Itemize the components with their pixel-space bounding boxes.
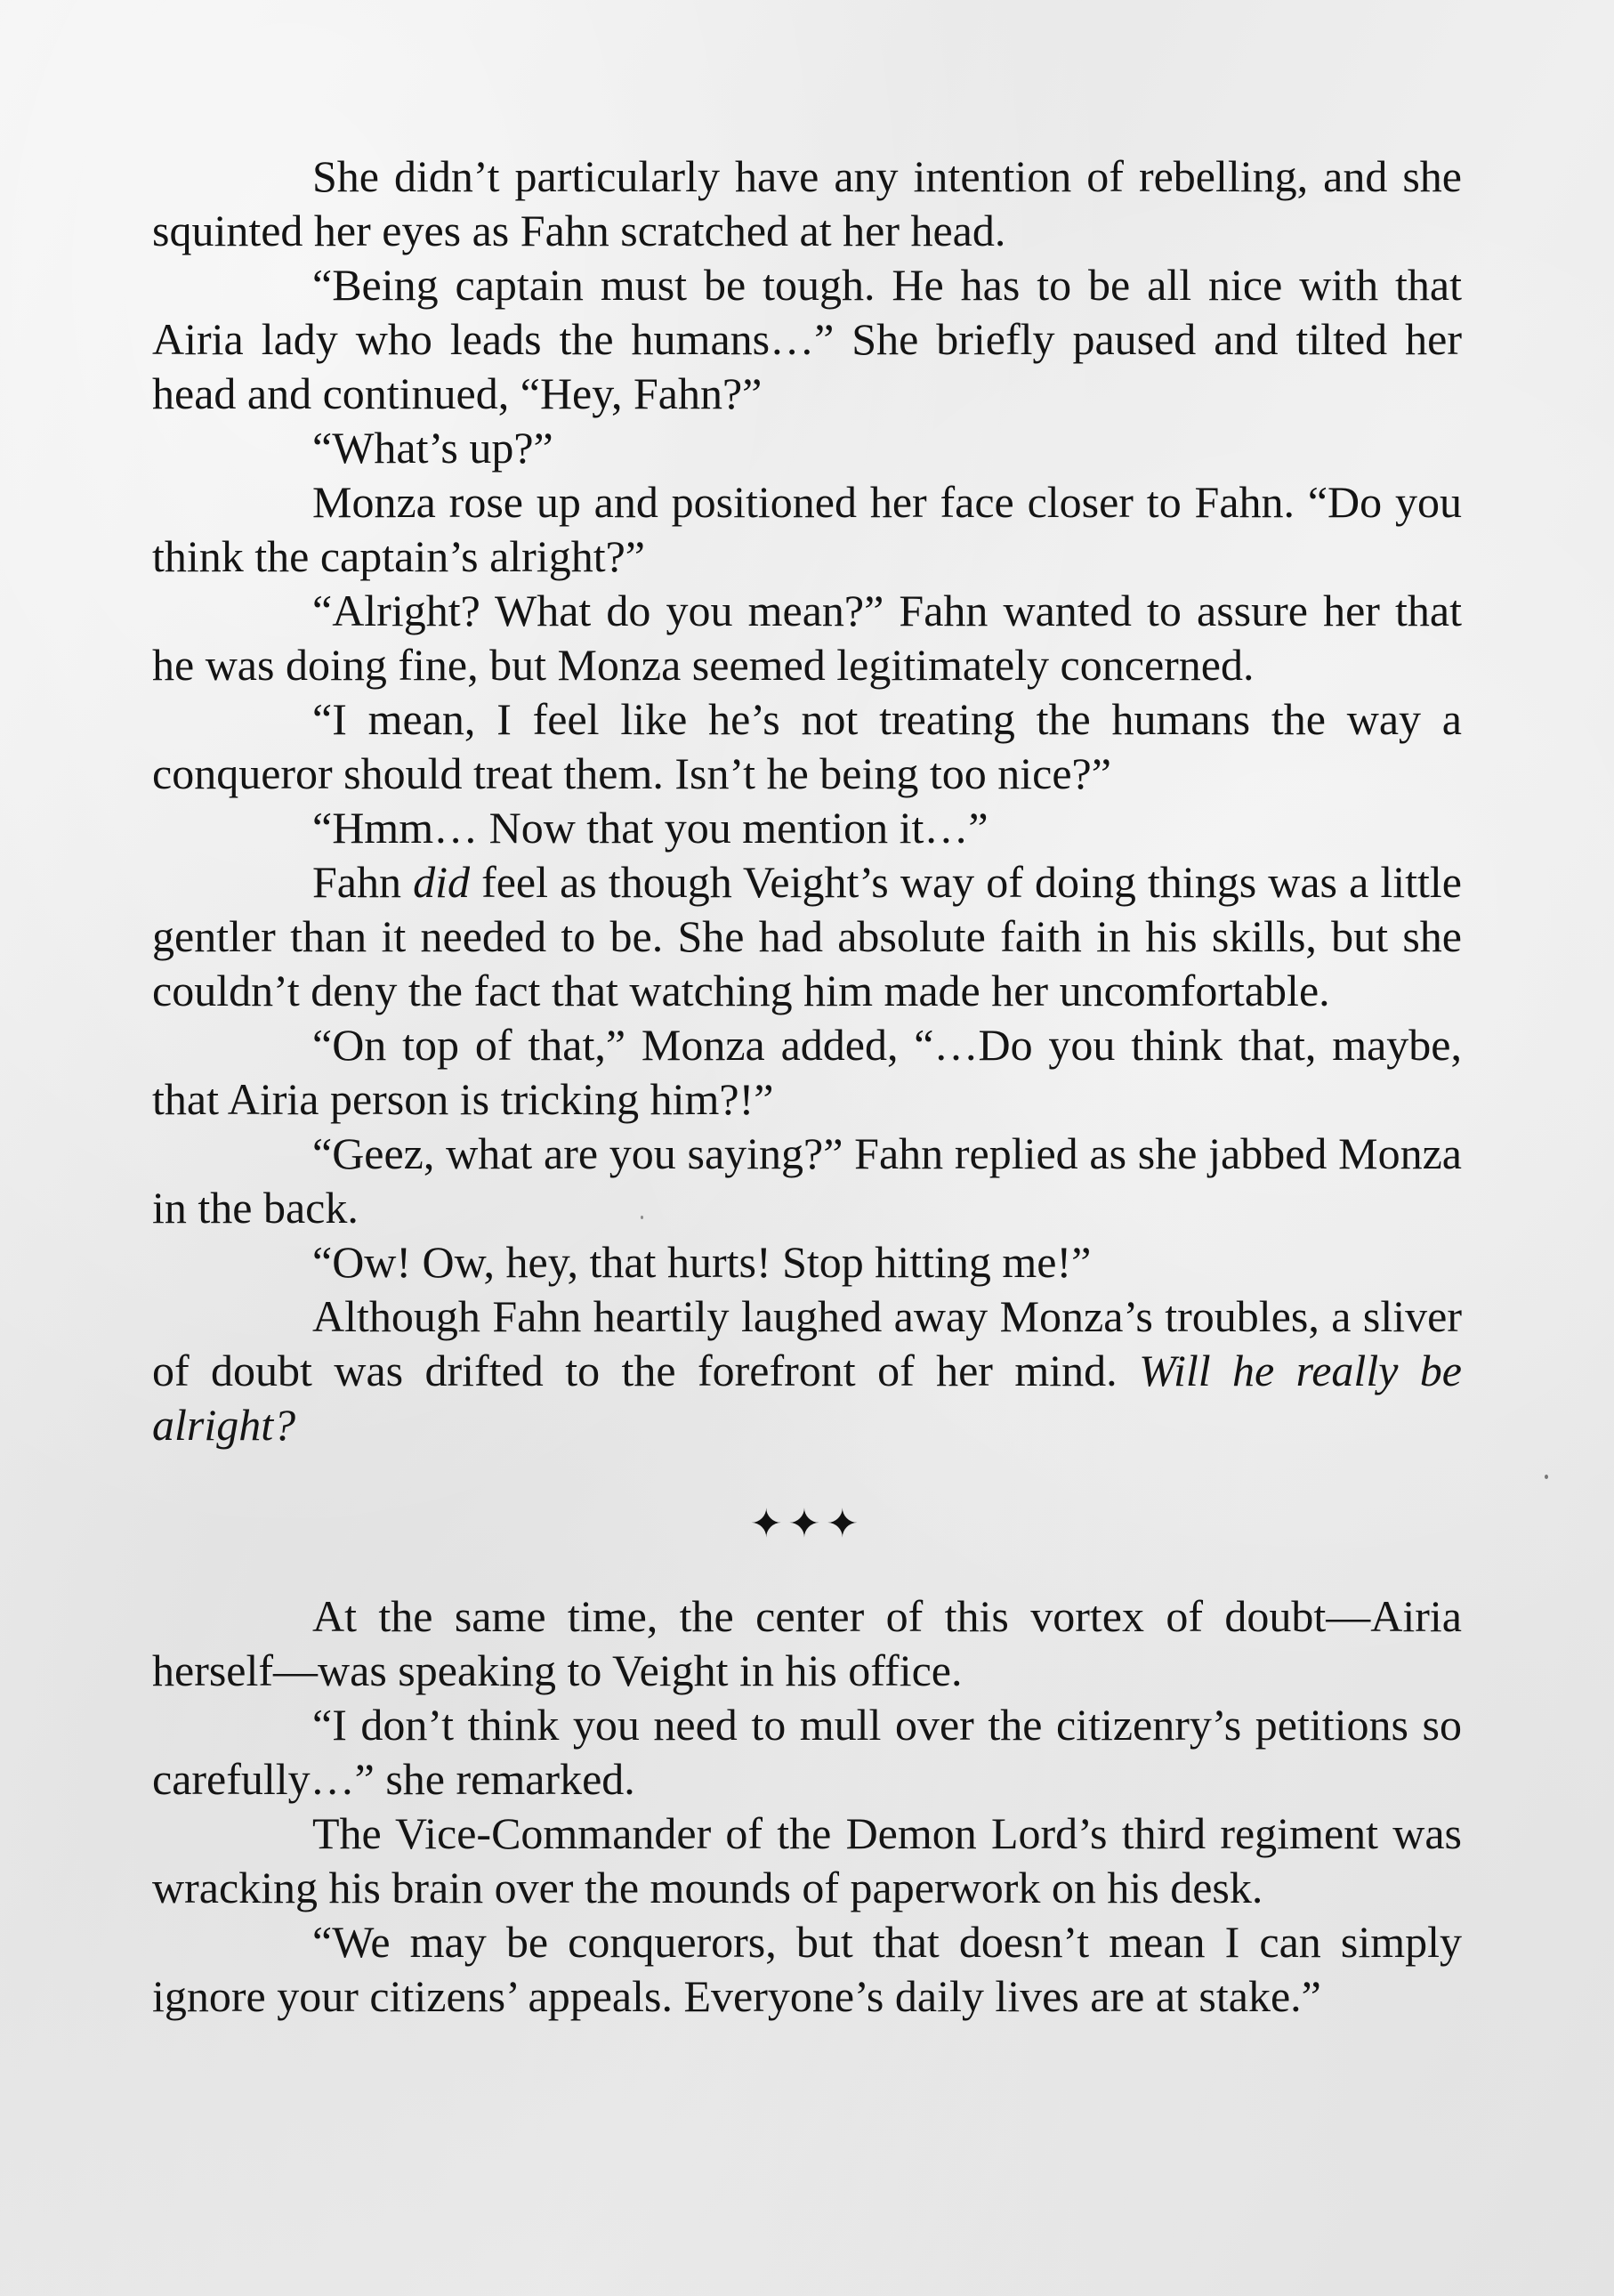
paper-speck [641,1216,643,1219]
paragraph: “Geez, what are you saying?” Fahn replied as she jabbed Monza in the back. [152,1128,1462,1233]
paragraph [152,1289,1462,1452]
emphasis-text: Will he really be alright? [152,1346,1462,1450]
paragraph [152,855,1462,1018]
scene-break-divider [152,1461,1462,1586]
paper-speck [1545,1475,1548,1479]
paragraph: At the same time, the center of this vortex of doubt—Airia herself—was speaking to Veight in his office. [152,1591,1462,1695]
paragraph: “Being captain must be tough. He has to be all nice with that Airia lady who leads the humans…” She briefly paused and tilted her head and continued, “Hey, Fahn?” [152,260,1462,418]
emphasis-text: did [413,857,470,907]
page-body [152,150,1462,2024]
paragraph: “I mean, I feel like he’s not treating the humans the way a conqueror should treat them. Isn’t he being too nice?” [152,694,1462,798]
paragraph: She didn’t particularly have any intention of rebelling, and she squinted her eyes as Fahn scratched at her head. [152,151,1462,255]
four-pointed-star-icons: ✦✦✦ [749,1501,865,1546]
paragraph: Monza rose up and positioned her face closer to Fahn. “Do you think the captain’s alright?” [152,477,1462,581]
paragraph: “Ow! Ow, hey, that hurts! Stop hitting me!” [312,1237,1092,1287]
paragraph-text: Although Fahn heartily laughed away Monza’s troubles, a sliver of doubt was drifted to the forefront of her mind. [152,1291,1462,1395]
paragraph: “I don’t think you need to mull over the citizenry’s petitions so carefully…” she remarked. [152,1700,1462,1804]
paragraph-text: feel as though Veight’s way of doing things was a little gentler than it needed to be. She had absolute faith in his skills, but she couldn’t deny the fact that watching him made her uncomfortable. [152,857,1462,1015]
paragraph: “Alright? What do you mean?” Fahn wanted to assure her that he was doing fine, but Monza seemed legitimately concerned. [152,586,1462,690]
paragraph: “What’s up?” [312,423,553,473]
paragraph: The Vice-Commander of the Demon Lord’s third regiment was wracking his brain over the mounds of paperwork on his desk. [152,1808,1462,1912]
paragraph: “Hmm… Now that you mention it…” [312,803,989,853]
paragraph: “We may be conquerors, but that doesn’t mean I can simply ignore your citizens’ appeals. Everyone’s daily lives are at stake.” [152,1917,1462,2021]
paragraph: “On top of that,” Monza added, “…Do you think that, maybe, that Airia person is tricking him?!” [152,1020,1462,1124]
paragraph-text: Fahn [312,857,414,907]
